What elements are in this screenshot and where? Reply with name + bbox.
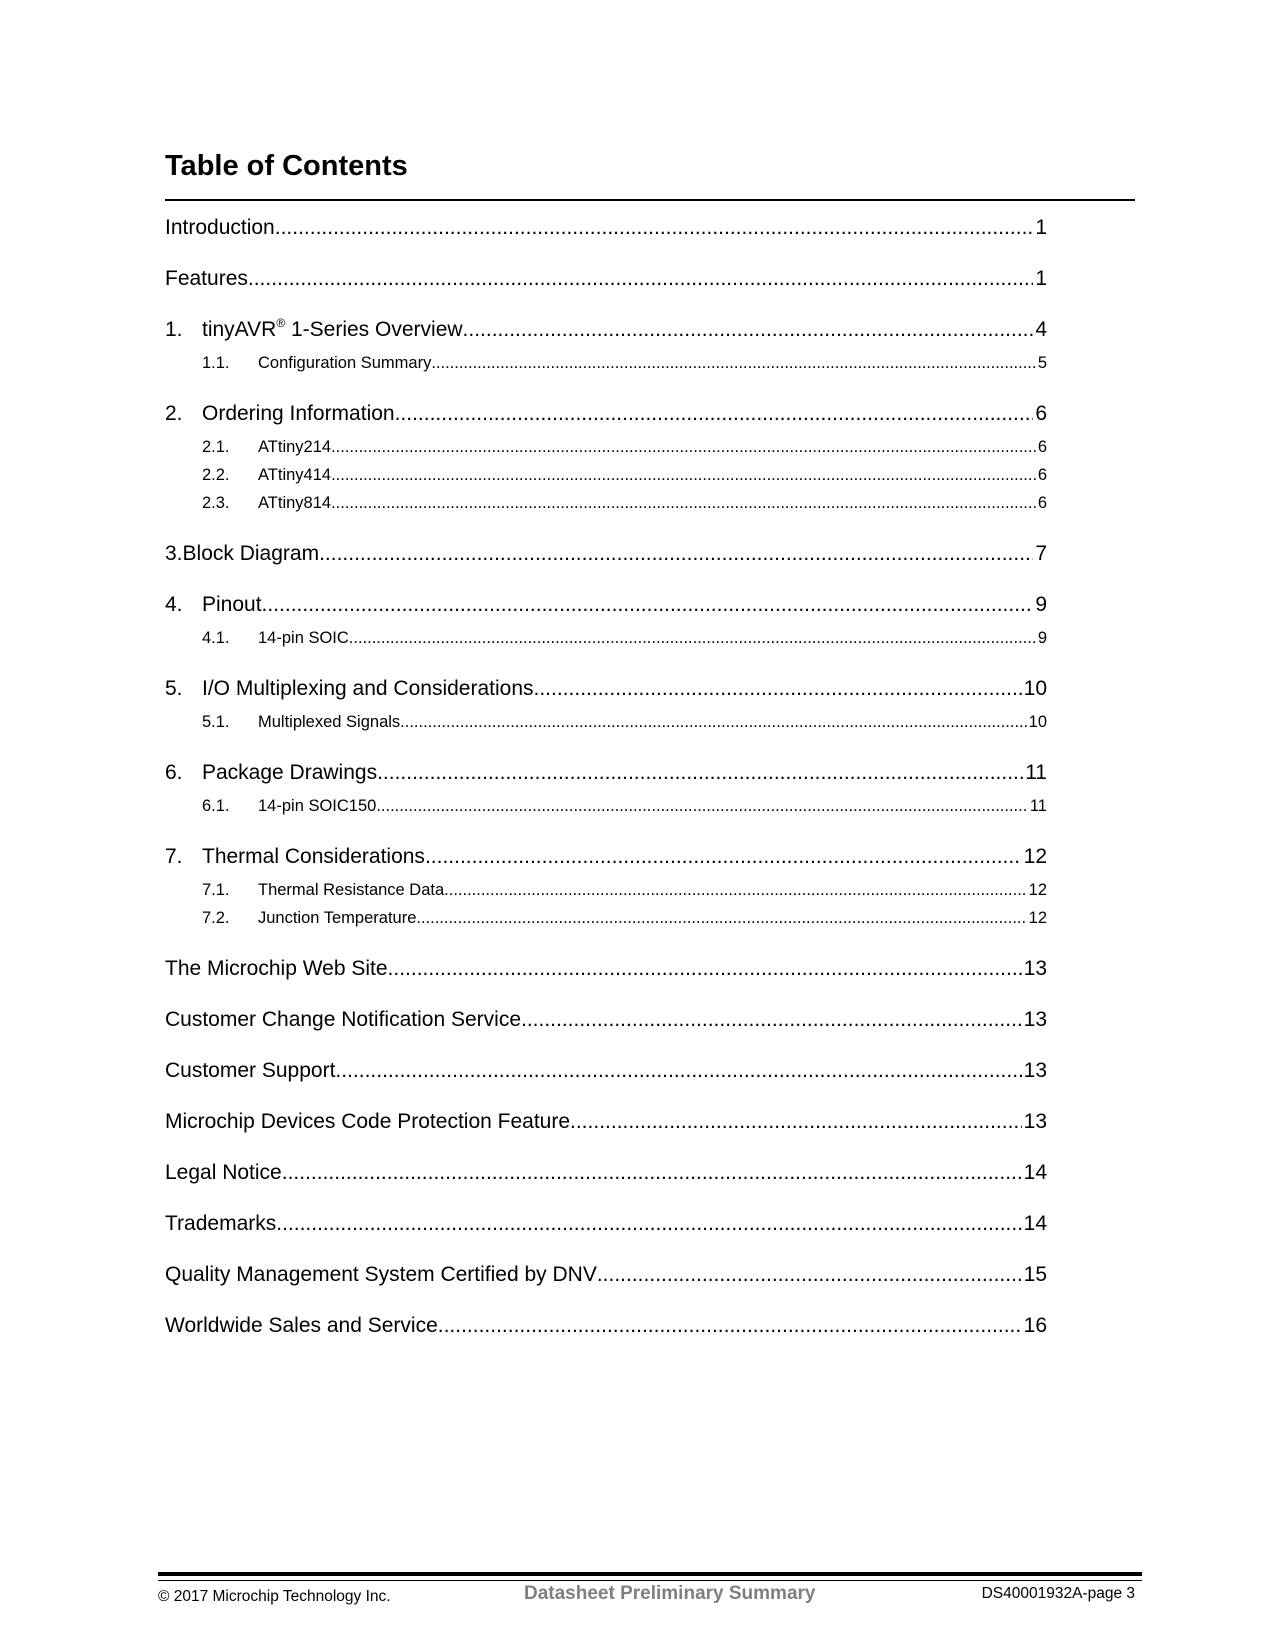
toc-entry[interactable] [165, 539, 1047, 590]
toc-entry-page: 1 [1035, 267, 1047, 290]
toc-entry-number: 1. [165, 318, 183, 341]
toc-entry-label-text: The Microchip Web Site [165, 957, 388, 980]
toc-entry-page: 11 [1025, 761, 1047, 784]
toc-entry-label[interactable] [183, 539, 320, 569]
toc-entry-page: 13 [1023, 1110, 1047, 1133]
toc-entry-page: 6 [1037, 438, 1047, 456]
toc-entry[interactable] [165, 710, 1047, 758]
toc-entry[interactable] [165, 794, 1047, 842]
toc-entry[interactable] [165, 1311, 1047, 1362]
toc-entry-label[interactable] [202, 842, 425, 872]
toc-entry-label-text: I/O Multiplexing and Considerations [202, 677, 534, 700]
toc-entry-page: 11 [1029, 797, 1047, 815]
toc-entry-number: 7. [165, 845, 183, 868]
toc-entry-page: 9 [1037, 629, 1047, 647]
toc-entry-page: 16 [1023, 1314, 1047, 1337]
toc-entry-page: 12 [1023, 845, 1047, 868]
footer-divider-thin [158, 1580, 1142, 1581]
title-divider [165, 199, 1135, 201]
toc-entry-page: 10 [1023, 677, 1047, 700]
toc-entry-page: 7 [1035, 542, 1047, 565]
dot-leader [570, 1107, 1022, 1137]
dot-leader [388, 954, 1022, 984]
toc-entry[interactable] [165, 351, 1047, 399]
toc-entry-label-text: Block Diagram [182, 542, 320, 565]
toc-entry-number: 2. [165, 402, 183, 425]
toc-entry-number: 6.1. [202, 797, 230, 815]
dot-leader [275, 213, 1034, 243]
toc-entry[interactable] [165, 878, 1047, 906]
dot-leader [335, 1056, 1021, 1086]
dot-leader [248, 264, 1033, 294]
toc-entry[interactable] [165, 1005, 1047, 1056]
table-of-contents [165, 213, 1047, 1362]
toc-entry-label[interactable] [258, 435, 331, 459]
toc-entry[interactable] [165, 758, 1047, 794]
toc-entry[interactable] [165, 435, 1047, 463]
dot-leader [319, 539, 1033, 569]
dot-leader [438, 1311, 1022, 1341]
toc-entry-label[interactable] [258, 794, 376, 818]
toc-entry-label-text: Customer Change Notification Service [165, 1008, 521, 1031]
toc-entry-label-text: Legal Notice [165, 1161, 282, 1184]
toc-entry-label[interactable] [202, 399, 395, 429]
toc-entry[interactable] [165, 399, 1047, 435]
toc-entry-label-text: Microchip Devices Code Protection Feature [165, 1110, 571, 1133]
toc-entry-label[interactable] [165, 1107, 570, 1137]
toc-entry-label-text: tinyAVR [202, 318, 277, 341]
toc-entry-label-text: Customer Support [165, 1059, 336, 1082]
toc-entry-label-text: Thermal Resistance Data [258, 881, 445, 899]
toc-entry-page: 4 [1035, 318, 1047, 341]
dot-leader [331, 435, 1036, 459]
footer-copyright: © 2017 Microchip Technology Inc. [158, 1588, 391, 1605]
toc-entry-number: 1.1. [202, 354, 230, 372]
toc-entry-number: 3. [165, 542, 183, 565]
toc-entry[interactable] [165, 264, 1047, 315]
toc-entry-label[interactable] [165, 1260, 597, 1290]
toc-entry[interactable] [165, 1209, 1047, 1260]
toc-entry-label[interactable] [258, 878, 444, 902]
toc-entry-label[interactable] [165, 213, 275, 243]
toc-entry-label-text: ATtiny414 [258, 466, 332, 484]
toc-entry-page: 6 [1037, 466, 1047, 484]
toc-entry-number: 5. [165, 677, 183, 700]
footer-divider-thick [158, 1572, 1142, 1576]
dot-leader [349, 626, 1036, 650]
toc-entry-page: 12 [1028, 881, 1047, 899]
dot-leader [262, 590, 1034, 620]
toc-entry-label-text: 14-pin SOIC [258, 629, 349, 647]
registered-mark: ® [276, 316, 286, 330]
dot-leader [416, 906, 1026, 930]
toc-entry[interactable] [165, 491, 1047, 539]
toc-entry[interactable] [165, 213, 1047, 264]
toc-entry-page: 6 [1037, 494, 1047, 512]
toc-entry-label-text: Quality Management System Certified by DNV [165, 1263, 597, 1286]
toc-entry[interactable] [165, 463, 1047, 491]
toc-entry-label[interactable] [165, 264, 248, 294]
toc-entry[interactable] [165, 590, 1047, 626]
toc-entry-label-text: Multiplexed Signals [258, 713, 401, 731]
toc-entry-label[interactable] [165, 1005, 521, 1035]
toc-entry-page: 13 [1023, 1059, 1047, 1082]
toc-entry[interactable] [165, 315, 1047, 351]
dot-leader [521, 1005, 1022, 1035]
toc-entry-label-text: ATtiny214 [258, 438, 332, 456]
dot-leader [331, 463, 1036, 487]
dot-leader [400, 710, 1026, 734]
toc-entry-label[interactable] [202, 590, 262, 620]
toc-entry-label[interactable] [165, 1158, 282, 1188]
toc-entry-label-text: ATtiny814 [258, 494, 332, 512]
toc-entry-page: 5 [1037, 354, 1047, 372]
toc-entry[interactable] [165, 1260, 1047, 1311]
toc-entry-label[interactable] [258, 710, 400, 734]
toc-entry[interactable] [165, 1056, 1047, 1107]
toc-entry-label-text: Thermal Considerations [202, 845, 425, 868]
toc-entry-label[interactable] [165, 1209, 276, 1239]
toc-entry-number: 6. [165, 761, 183, 784]
toc-entry[interactable] [165, 842, 1047, 878]
toc-entry-label[interactable] [258, 351, 431, 375]
toc-entry-page: 9 [1035, 593, 1047, 616]
toc-entry[interactable] [165, 1158, 1047, 1209]
dot-leader [425, 842, 1022, 872]
toc-entry[interactable] [165, 1107, 1047, 1158]
toc-entry-label[interactable] [258, 463, 331, 487]
toc-entry-label-text: Features [165, 267, 248, 290]
toc-entry-label[interactable] [258, 626, 349, 650]
toc-entry-label[interactable] [165, 1311, 438, 1341]
toc-entry[interactable] [165, 906, 1047, 954]
toc-entry-label-text: Ordering Information [202, 402, 395, 425]
dot-leader [376, 794, 1028, 818]
toc-entry-label[interactable] [165, 954, 388, 984]
toc-entry-page: 12 [1028, 909, 1047, 927]
toc-entry-page: 14 [1023, 1161, 1047, 1184]
toc-entry-page: 1 [1035, 216, 1047, 239]
toc-entry-label-rest: 1-Series Overview [285, 318, 463, 341]
toc-entry-label[interactable] [202, 315, 463, 345]
dot-leader [395, 399, 1034, 429]
dot-leader [282, 1158, 1022, 1188]
toc-entry-label[interactable] [165, 1056, 335, 1086]
dot-leader [431, 351, 1035, 375]
dot-leader [534, 674, 1022, 704]
toc-entry[interactable] [165, 674, 1047, 710]
dot-leader [276, 1209, 1021, 1239]
toc-entry-page: 13 [1023, 1008, 1047, 1031]
toc-entry-label[interactable] [202, 674, 534, 704]
toc-entry-label[interactable] [202, 758, 377, 788]
dot-leader [463, 315, 1034, 345]
dot-leader [331, 491, 1036, 515]
toc-entry-number: 2.3. [202, 494, 230, 512]
toc-entry-label-text: Package Drawings [202, 761, 378, 784]
page-title: Table of Contents [165, 150, 408, 182]
toc-entry-label-text: Junction Temperature [258, 909, 417, 927]
toc-entry-page: 13 [1023, 957, 1047, 980]
toc-entry[interactable] [165, 626, 1047, 674]
toc-entry-label-text: Trademarks [165, 1212, 277, 1235]
toc-entry-label-text: Configuration Summary [258, 354, 432, 372]
toc-entry-label-text: Worldwide Sales and Service [165, 1314, 438, 1337]
toc-entry-label-text: Introduction [165, 216, 275, 239]
toc-entry[interactable] [165, 954, 1047, 1005]
toc-entry-page: 14 [1023, 1212, 1047, 1235]
toc-entry-number: 2.2. [202, 466, 230, 484]
toc-entry-number: 5.1. [202, 713, 230, 731]
footer-doc-id: DS40001932A-page 3 [981, 1585, 1135, 1602]
dot-leader [377, 758, 1023, 788]
toc-entry-number: 7.1. [202, 881, 230, 899]
toc-entry-page: 15 [1023, 1263, 1047, 1286]
footer-doc-type: Datasheet Preliminary Summary [524, 1583, 816, 1604]
toc-entry-number: 4.1. [202, 629, 230, 647]
dot-leader [444, 878, 1026, 902]
toc-entry-number: 2.1. [202, 438, 230, 456]
toc-entry-number: 7.2. [202, 909, 230, 927]
toc-entry-label[interactable] [258, 906, 416, 930]
toc-entry-page: 6 [1035, 402, 1047, 425]
toc-entry-label-text: 14-pin SOIC150 [258, 797, 377, 815]
toc-entry-page: 10 [1028, 713, 1047, 731]
toc-entry-number: 4. [165, 593, 183, 616]
toc-entry-label-text: Pinout [202, 593, 262, 616]
toc-entry-label[interactable] [258, 491, 331, 515]
dot-leader [597, 1260, 1022, 1290]
